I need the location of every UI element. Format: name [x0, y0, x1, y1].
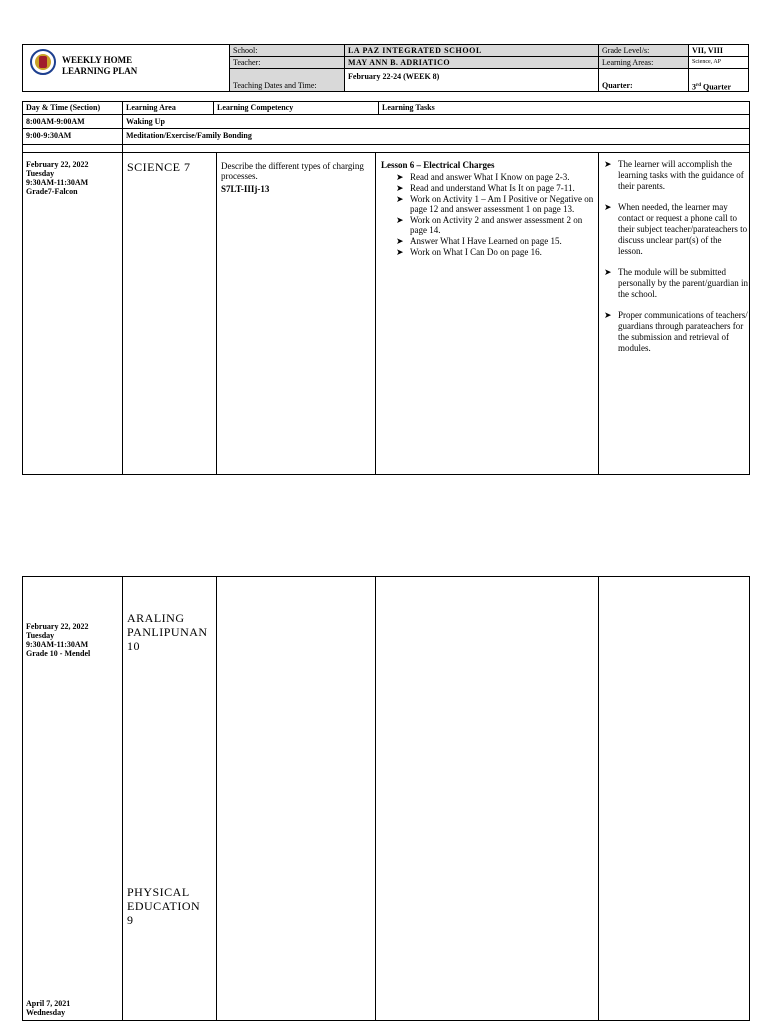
quarter-value: 3rd Quarter [688, 68, 749, 92]
areas-label: Learning Areas: [598, 56, 689, 69]
school-value: LA PAZ INTEGRATED SCHOOL [344, 44, 599, 57]
ap-subject-line3: 10 [127, 639, 140, 653]
row-meditation-time: 9:00-9:30AM [26, 131, 72, 140]
science-day: Tuesday [26, 169, 55, 178]
science-subject: SCIENCE 7 [127, 160, 191, 174]
ap-section: Grade 10 - Mendel [26, 649, 91, 658]
list-item: ➤ Read and understand What Is It on page 7-11. [396, 183, 575, 193]
dates-label: Teaching Dates and Time: [229, 68, 345, 92]
list-item: ➤ The learner will accomplish the learning tasks with the guidance of their parents. [604, 159, 744, 191]
deped-seal-icon [30, 49, 56, 75]
list-item: ➤ The module will be submitted personally by the parent/guardian in the school. [604, 267, 748, 299]
quarter-label: Quarter: [598, 68, 689, 92]
list-item: ➤ Work on Activity 1 – Am I Positive or Negative on page 12 and answer assessment 1 on page 13. [396, 194, 594, 214]
science-date: February 22, 2022 [26, 160, 89, 169]
lesson-title: Lesson 6 – Electrical Charges [381, 160, 495, 170]
col-header-area: Learning Area [126, 103, 176, 112]
pe-subject-line1: PHYSICAL [127, 885, 190, 899]
science-competency: Describe the different types of charging processes. [221, 161, 364, 181]
row-meditation-activity: Meditation/Exercise/Family Bonding [126, 131, 252, 140]
col-header-tasks: Learning Tasks [382, 103, 435, 112]
task-list [394, 172, 594, 258]
grade-value: VII, VIII [688, 44, 749, 57]
plan-title-line2: LEARNING PLAN [62, 66, 138, 76]
teacher-label: Teacher: [229, 56, 345, 69]
plan-title-line1: WEEKLY HOME [62, 55, 133, 65]
list-item: ➤ Work on What I Can Do on page 16. [396, 247, 542, 257]
pe-subject-line2: EDUCATION [127, 899, 201, 913]
list-item: ➤ When needed, the learner may contact or request a phone call to their subject teacher/parateachers to discuss unclear part(s) of the lesson. [604, 202, 748, 256]
ap-date: February 22, 2022 [26, 622, 89, 631]
areas-value: Science, AP [688, 56, 749, 69]
notes-list [602, 159, 748, 364]
ap-day: Tuesday [26, 631, 55, 640]
pe-subject-line3: 9 [127, 913, 134, 927]
col-header-day: Day & Time (Section) [26, 103, 101, 112]
ap-subject-line2: PANLIPUNAN [127, 625, 208, 639]
pe-date: April 7, 2021 [26, 999, 71, 1008]
list-item: ➤ Work on Activity 2 and answer assessment 2 on page 14. [396, 215, 583, 235]
school-label: School: [229, 44, 345, 57]
grade-label: Grade Level/s: [598, 44, 689, 57]
list-item: ➤ Read and answer What I Know on page 2-3. [396, 172, 570, 182]
row-waking-time: 8:00AM-9:00AM [26, 117, 85, 126]
science-section: Grade7-Falcon [26, 187, 78, 196]
list-item: ➤ Answer What I Have Learned on page 15. [396, 236, 562, 246]
dates-value: February 22-24 (WEEK 8) [344, 68, 599, 92]
ap-subject-line1: ARALING [127, 611, 185, 625]
list-item: ➤ Proper communications of teachers/ guardians through parateachers for the submission and retrieval of modules. [604, 310, 748, 353]
science-time: 9:30AM-11:30AM [26, 178, 89, 187]
science-code: S7LT-IIIj-13 [221, 184, 270, 194]
teacher-value: MAY ANN B. ADRIATICO [344, 56, 599, 69]
ap-time: 9:30AM-11:30AM [26, 640, 89, 649]
pe-day: Wednesday [26, 1008, 66, 1017]
col-header-competency: Learning Competency [217, 103, 294, 112]
row-waking-activity: Waking Up [126, 117, 165, 126]
